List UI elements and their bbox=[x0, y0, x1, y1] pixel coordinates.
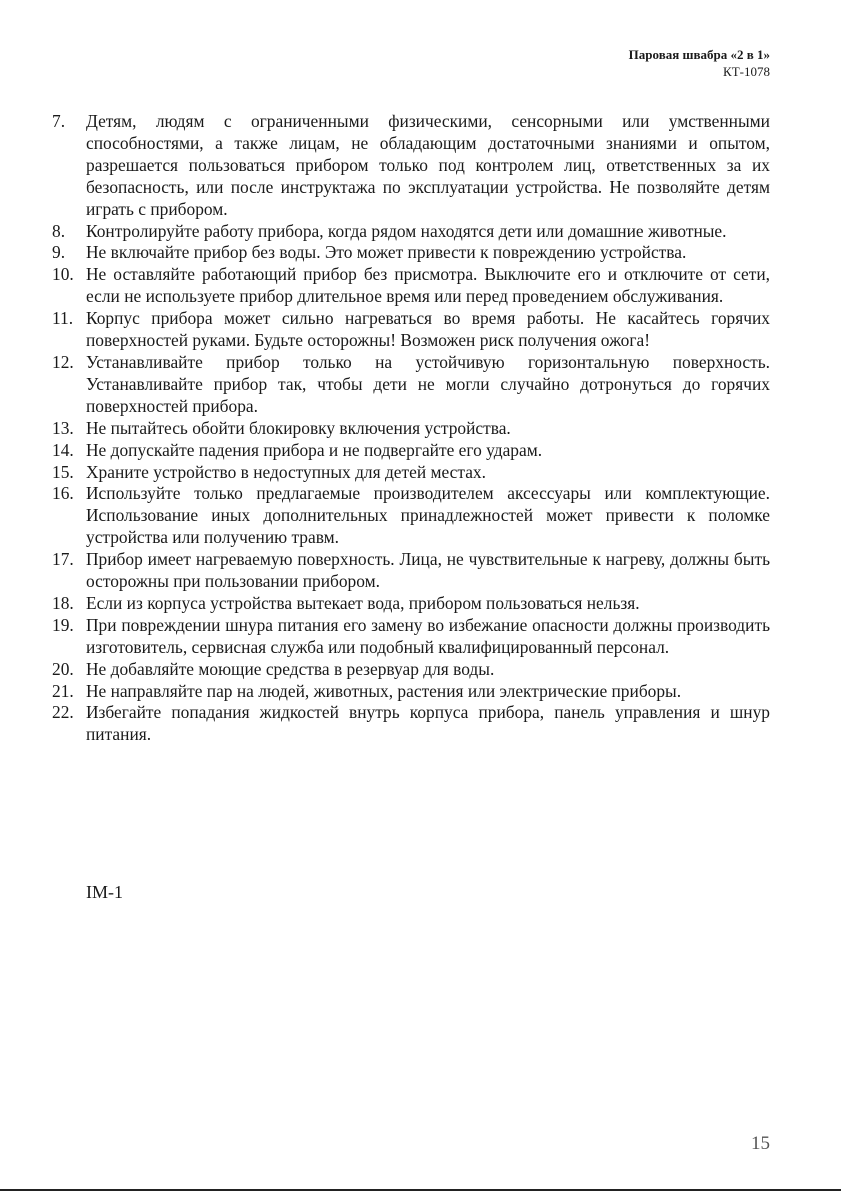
item-text: Детям, людям с ограниченными физическими, сенсорными или умственными способностями, а также лицам, не обладающим достаточными знаниями и опытом, разрешается пользоваться прибором только под контролем лиц, ответственных за их безопасность, или после инструктажа по эксплуатации устройства. Не позволяйте детям играть с прибором. bbox=[86, 111, 770, 219]
item-number: 19. bbox=[52, 614, 74, 635]
item-text: Избегайте попадания жидкостей внутрь корпуса прибора, панель управления и шнур питания. bbox=[86, 702, 770, 745]
item-text: Не оставляйте работающий прибор без присмотра. Выключите его и отключите от сети, если не используете прибор длительное время или перед проведением обслуживания. bbox=[86, 264, 770, 307]
list-item bbox=[52, 308, 770, 352]
item-text: При повреждении шнура питания его замену во избежание опасности должны производить изготовитель, сервисная служба или подобный квалифицированный персонал. bbox=[86, 614, 770, 657]
item-number: 9. bbox=[52, 242, 66, 263]
list-item bbox=[52, 549, 770, 593]
item-number: 7. bbox=[52, 111, 66, 131]
item-number: 12. bbox=[52, 351, 74, 372]
list-item bbox=[52, 681, 770, 703]
list-item bbox=[52, 440, 770, 462]
list-item bbox=[52, 264, 770, 308]
item-text: Храните устройство в недоступных для детей местах. bbox=[86, 461, 486, 482]
item-text: Контролируйте работу прибора, когда рядом находятся дети или домашние животные. bbox=[86, 220, 727, 241]
item-number: 16. bbox=[52, 483, 74, 504]
item-text: Используйте только предлагаемые производителем аксессуары или комплектующие. Использование иных дополнительных принадлежностей может привести к поломке устройства или получению травм. bbox=[86, 483, 770, 548]
item-number: 15. bbox=[52, 461, 74, 482]
list-item bbox=[52, 462, 770, 484]
list-item bbox=[52, 418, 770, 440]
item-text: Не добавляйте моющие средства в резервуар для воды. bbox=[86, 658, 495, 679]
list-item bbox=[52, 352, 770, 418]
bottom-divider bbox=[0, 1189, 841, 1191]
item-number: 8. bbox=[52, 220, 66, 241]
document-code: IM-1 bbox=[86, 882, 123, 902]
item-text: Не направляйте пар на людей, животных, растения или электрические приборы. bbox=[86, 680, 682, 701]
item-number: 22. bbox=[52, 702, 74, 723]
list-item bbox=[52, 111, 770, 221]
list-item bbox=[52, 483, 770, 549]
item-number: 11. bbox=[52, 308, 74, 329]
list-item bbox=[52, 659, 770, 681]
list-item bbox=[52, 593, 770, 615]
list-item bbox=[52, 221, 770, 243]
list-item bbox=[52, 702, 770, 746]
item-text: Прибор имеет нагреваемую поверхность. Лица, не чувствительные к нагреву, должны быть осторожны при пользовании прибором. bbox=[86, 549, 770, 592]
item-number: 10. bbox=[52, 264, 74, 285]
item-number: 17. bbox=[52, 549, 74, 570]
list-item bbox=[52, 242, 770, 264]
item-number: 18. bbox=[52, 592, 74, 613]
item-text: Если из корпуса устройства вытекает вода, прибором пользоваться нельзя. bbox=[86, 592, 640, 613]
page-header bbox=[629, 46, 770, 80]
header-model: КТ-1078 bbox=[723, 64, 770, 79]
item-number: 20. bbox=[52, 658, 74, 679]
page-number: 15 bbox=[751, 1133, 770, 1154]
item-number: 21. bbox=[52, 680, 74, 701]
item-text: Устанавливайте прибор только на устойчивую горизонтальную поверхность. Устанавливайте прибор так, чтобы дети не могли случайно дотронуться до горячих поверхностей прибора. bbox=[86, 351, 770, 416]
item-text: Не включайте прибор без воды. Это может привести к повреждению устройства. bbox=[86, 242, 687, 263]
item-number: 13. bbox=[52, 417, 74, 438]
item-text: Корпус прибора может сильно нагреваться во время работы. Не касайтесь горячих поверхностей руками. Будьте осторожны! Возможен риск получения ожога! bbox=[86, 308, 770, 351]
item-number: 14. bbox=[52, 439, 74, 460]
item-text: Не допускайте падения прибора и не подвергайте его ударам. bbox=[86, 439, 543, 460]
list-item bbox=[52, 615, 770, 659]
safety-instructions-list bbox=[52, 111, 770, 746]
item-text: Не пытайтесь обойти блокировку включения устройства. bbox=[86, 417, 511, 438]
header-title: Паровая швабра «2 в 1» bbox=[628, 47, 770, 62]
